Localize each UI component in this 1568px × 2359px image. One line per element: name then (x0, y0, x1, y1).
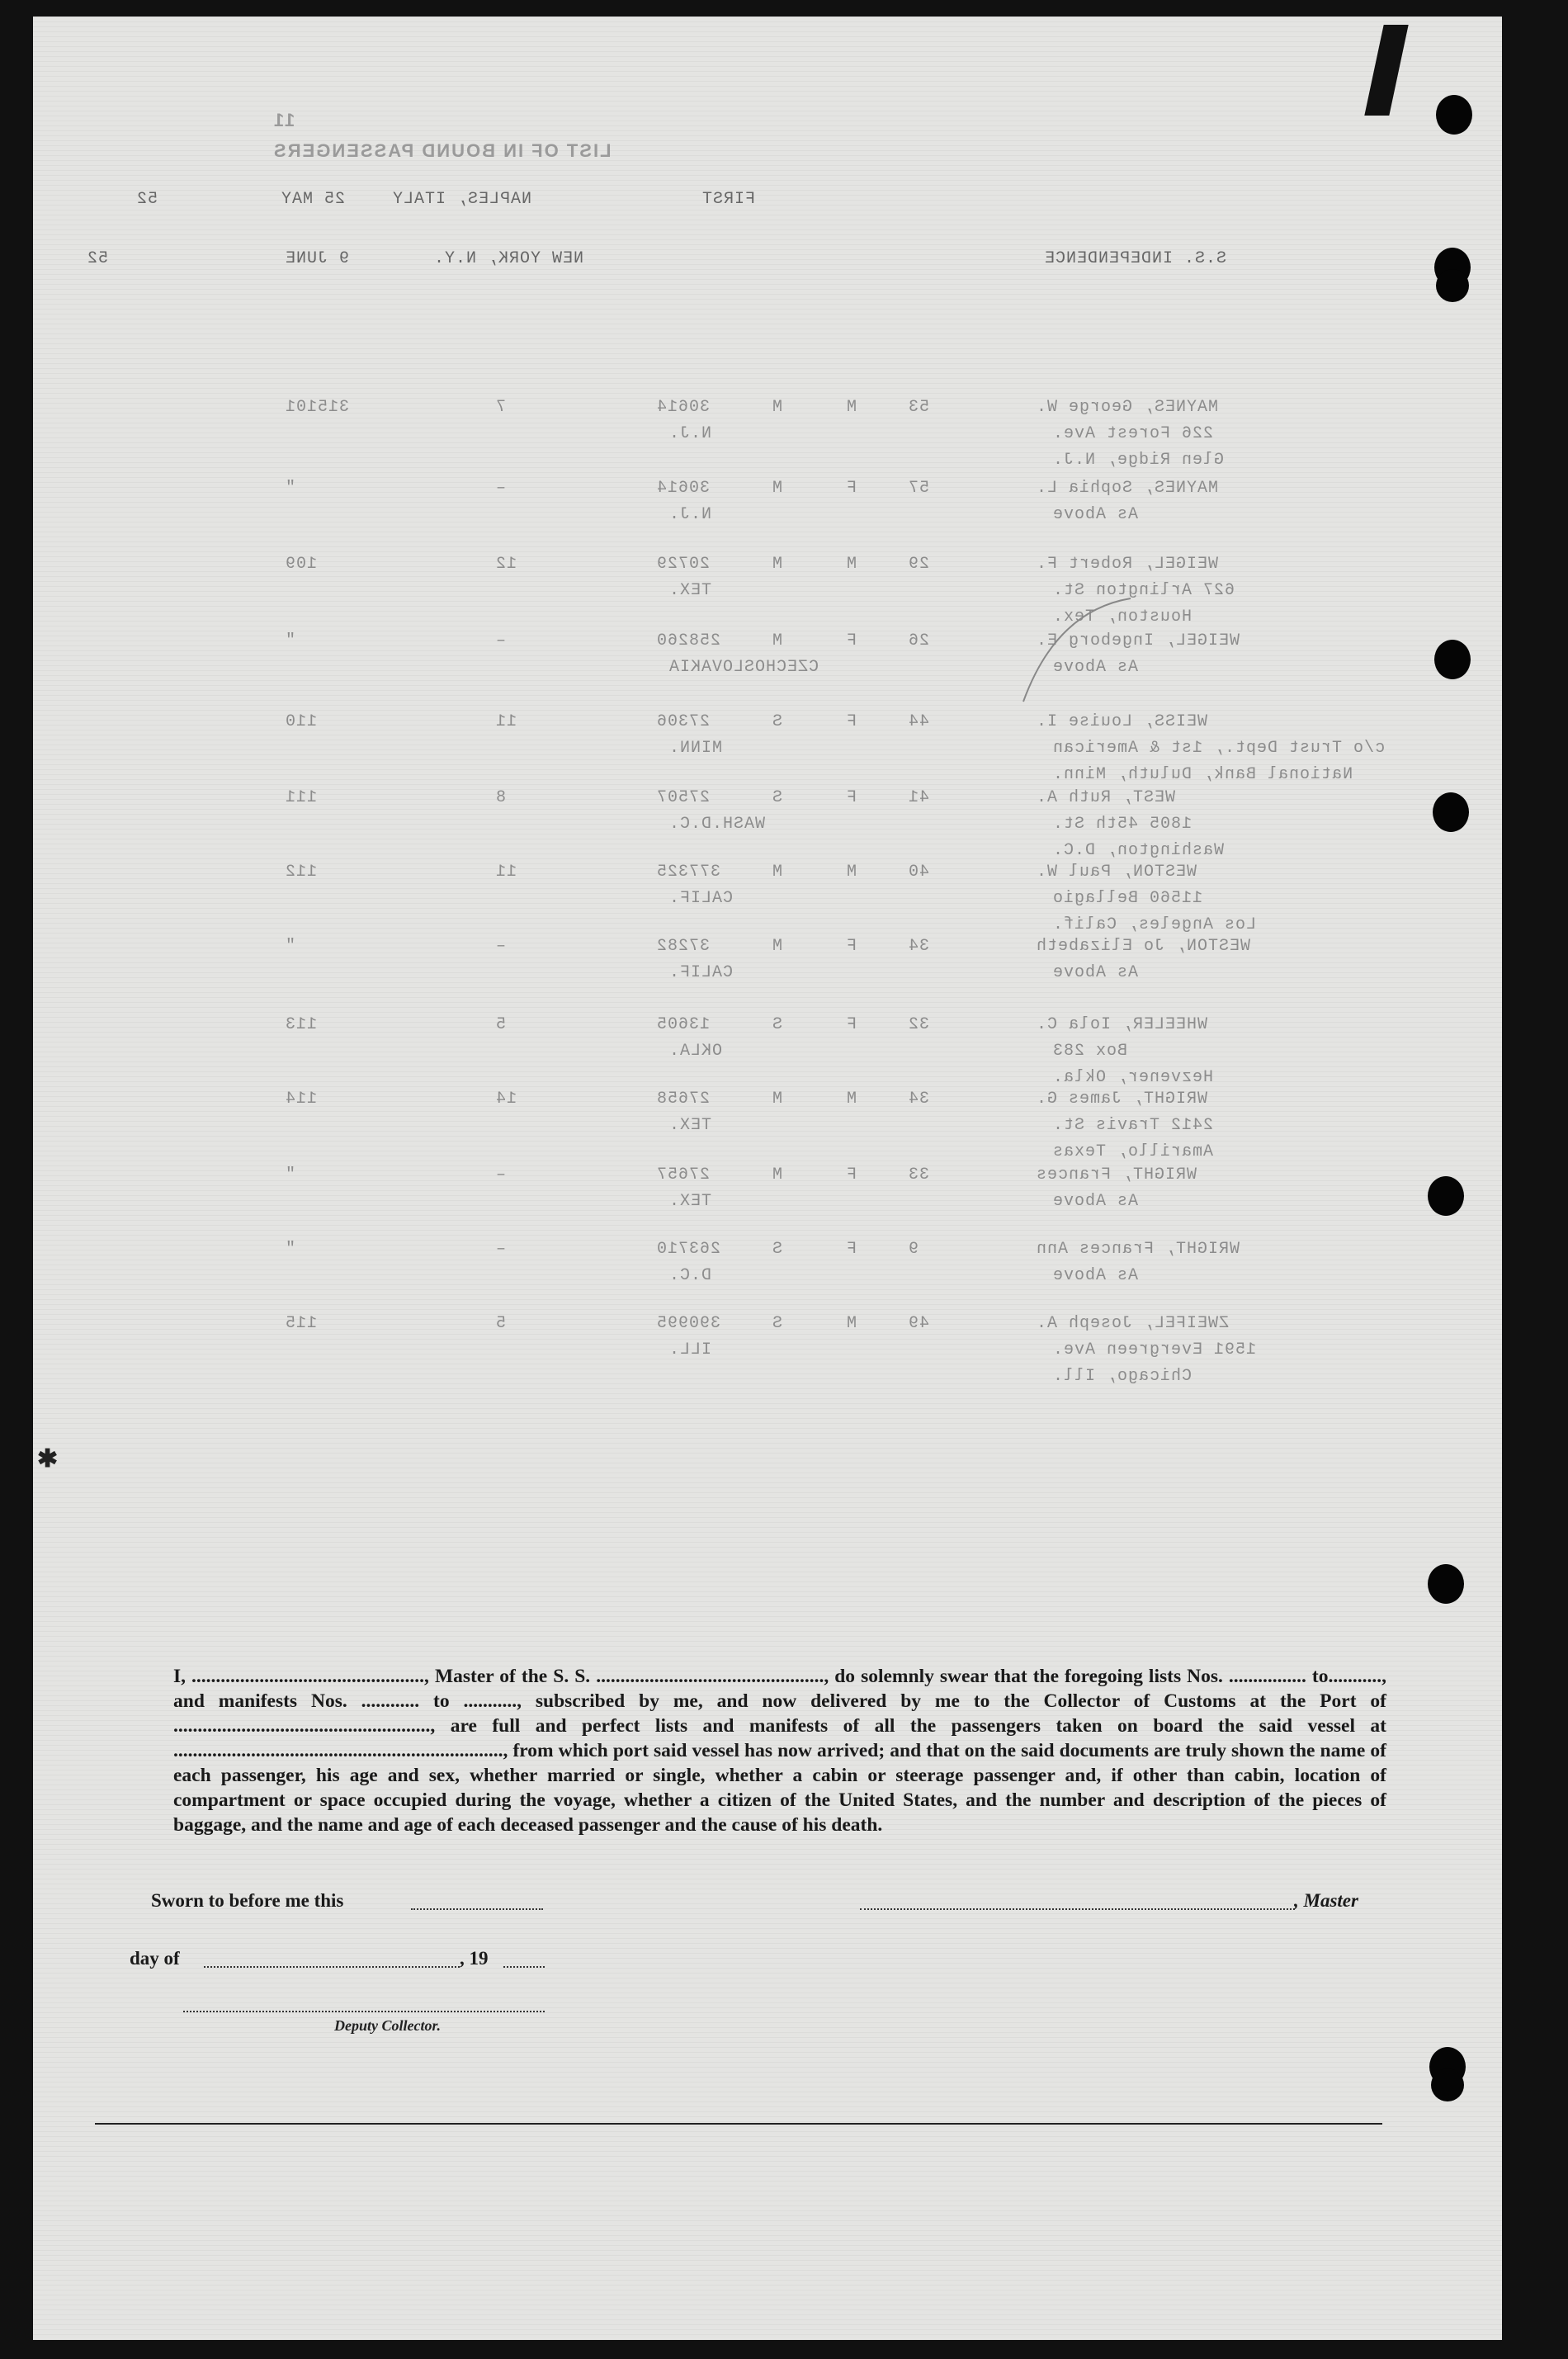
bleed-name: MAYNES, George W. (1036, 398, 1219, 417)
bleed-age: 34 (908, 1090, 930, 1109)
bleed-addr1: 2412 Travis St. (1052, 1116, 1214, 1135)
binder-hole (1428, 1176, 1464, 1216)
bleed-arrive-port: NEW YORK, N.Y. (433, 249, 584, 268)
bleed-pcs: 11 (495, 863, 517, 882)
bleed-no: " (285, 1165, 296, 1184)
bleed-pcs: – (495, 631, 507, 650)
bleed-pcs: 7 (495, 398, 507, 417)
bleed-arrive-date: 9 JUNE (285, 249, 350, 268)
bleed-pcs: 5 (495, 1015, 507, 1034)
bleed-sex: M (846, 555, 857, 574)
bottom-rule (95, 2123, 1382, 2125)
bleed-ship-name: S.S. INDEPENDENCE (1044, 249, 1227, 268)
bleed-sex: F (846, 1240, 857, 1259)
bleed-name: WESTON, Paul W. (1036, 863, 1197, 882)
year-line (503, 1966, 545, 1968)
bleed-st: TEX. (668, 581, 712, 600)
bleed-ms: S (772, 788, 783, 807)
bleed-addr1: As Above (1052, 963, 1139, 982)
bleed-sex: F (846, 631, 857, 650)
bleed-no: 109 (285, 555, 318, 574)
year-label: , 19 (460, 1948, 489, 1969)
bleed-addr1: c/o Trust Dept., 1st & American (1052, 739, 1386, 758)
bleed-addr2: National Bank, Duluth, Minn. (1052, 765, 1353, 784)
pencil-curve (1007, 594, 1139, 710)
bleed-age: 32 (908, 1015, 930, 1034)
bleed-no: 115 (285, 1314, 318, 1333)
bleed-st: CZECHOSLOVAKIA (668, 658, 819, 677)
day-of-label: day of (130, 1948, 180, 1969)
deputy-collector-label: Deputy Collector. (334, 2017, 441, 2034)
day-of-line (204, 1966, 460, 1968)
bleed-depart-year: 52 (136, 190, 158, 209)
bleed-age: 34 (908, 937, 930, 956)
master-label: , Master (1294, 1890, 1358, 1911)
bleed-addr2: Hezvener, Okla. (1052, 1068, 1214, 1087)
ink-smudge: ✱ (37, 1445, 59, 1473)
bleed-ms: M (772, 555, 783, 574)
bleed-addr1: 1591 Evergreen Ave. (1052, 1340, 1257, 1359)
binder-hole (1433, 792, 1469, 832)
bleed-age: 49 (908, 1314, 930, 1333)
bleed-age: 33 (908, 1165, 930, 1184)
bleed-arrive-year: 52 (87, 249, 109, 268)
sworn-date-line (411, 1908, 543, 1910)
bleed-no: " (285, 937, 296, 956)
bleed-st: ILL. (668, 1340, 712, 1359)
bleed-name: WEIGEL, Robert F. (1036, 555, 1219, 574)
bleed-no: 111 (285, 788, 318, 807)
bleed-pp: 258260 (656, 631, 721, 650)
bleed-pcs: 5 (495, 1314, 507, 1333)
bleed-age: 40 (908, 863, 930, 882)
bleed-addr2: Houston, Tex. (1052, 607, 1193, 626)
bleed-st: N.J. (668, 424, 712, 443)
bleed-name: WESTON, Jo Elizabeth (1036, 937, 1251, 956)
bleed-age: 53 (908, 398, 930, 417)
bleed-ms: S (772, 1015, 783, 1034)
bleed-sex: F (846, 937, 857, 956)
bleed-age: 57 (908, 479, 930, 498)
bleed-sex: F (846, 1165, 857, 1184)
bleed-sex: F (846, 1015, 857, 1034)
bleed-addr1: As Above (1052, 505, 1139, 524)
bleed-pcs: 12 (495, 555, 517, 574)
bleed-no: " (285, 631, 296, 650)
bleed-addr1: 627 Arlington St. (1052, 581, 1235, 600)
bleed-depart-date: 25 MAY (281, 190, 346, 209)
bleed-st: N.J. (668, 505, 712, 524)
corner-mark (1364, 25, 1408, 116)
bleed-addr1: As Above (1052, 658, 1139, 677)
bleed-name: WRIGHT, James G. (1036, 1090, 1208, 1109)
bleed-st: CALIF. (668, 889, 734, 908)
master-signature-line (860, 1908, 1295, 1910)
bleed-no: 110 (285, 712, 318, 731)
bleed-addr1: As Above (1052, 1266, 1139, 1285)
bleed-addr1: 226 Forest Ave. (1052, 424, 1214, 443)
manifest-page (33, 17, 1502, 2340)
bleed-pcs: 8 (495, 788, 507, 807)
bleed-pp: 37282 (656, 937, 711, 956)
bleed-pp: 263710 (656, 1240, 721, 1259)
bleed-addr2: Washington, D.C. (1052, 841, 1225, 860)
sworn-label: Sworn to before me this (151, 1890, 344, 1911)
binder-hole (1434, 248, 1471, 287)
bleed-ms: M (772, 1165, 783, 1184)
binder-hole (1434, 640, 1471, 679)
bleed-st: WASH.D.C. (668, 815, 766, 834)
bleed-age: 41 (908, 788, 930, 807)
bleed-name: WEST, Ruth A. (1036, 788, 1176, 807)
binder-hole (1436, 95, 1472, 135)
bleed-pcs: – (495, 937, 507, 956)
master-oath (173, 1664, 1386, 1837)
bleed-no: 112 (285, 863, 318, 882)
bleed-addr2: Los Angeles, Calif. (1052, 915, 1257, 934)
bleed-sex: F (846, 712, 857, 731)
bleed-list-title: LIST OF IN BOUND PASSENGERS (272, 140, 612, 161)
bleed-pp: 20729 (656, 555, 711, 574)
bleed-addr2: Amarillo, Texas (1052, 1142, 1214, 1161)
bleed-sex: F (846, 479, 857, 498)
bleed-class: FIRST (701, 190, 756, 209)
bleed-from-port: NAPLES, ITALY (392, 190, 532, 209)
bleed-no: 113 (285, 1015, 318, 1034)
bleed-list-number: 11 (272, 110, 295, 130)
bleed-st: OKLA. (668, 1042, 723, 1061)
bleed-st: MINN. (668, 739, 723, 758)
bleed-st: TEX. (668, 1116, 712, 1135)
bleed-ms: M (772, 1090, 783, 1109)
bleed-st: TEX. (668, 1192, 712, 1211)
bleed-pcs: 11 (495, 712, 517, 731)
deputy-signature-line (183, 2011, 545, 2012)
bleed-ms: S (772, 1314, 783, 1333)
bleed-pcs: – (495, 479, 507, 498)
binder-hole (1429, 2047, 1466, 2087)
bleed-addr1: As Above (1052, 1192, 1139, 1211)
bleed-sex: M (846, 1314, 857, 1333)
bleed-addr2: Chicago, Ill. (1052, 1367, 1193, 1386)
bleed-addr1: 11560 Bellagio (1052, 889, 1203, 908)
bleed-sex: M (846, 398, 857, 417)
binder-hole (1428, 1564, 1464, 1604)
bleed-addr1: Box 283 (1052, 1042, 1128, 1061)
bleed-pp: 27657 (656, 1165, 711, 1184)
bleed-ms: M (772, 398, 783, 417)
bleed-ms: M (772, 863, 783, 882)
bleed-age: 29 (908, 555, 930, 574)
bleed-sex: F (846, 788, 857, 807)
bleed-no: 114 (285, 1090, 318, 1109)
bleed-pcs: – (495, 1240, 507, 1259)
oath-text: I, ................................................, Master of the S. S. ..............................................., do solemnly swear that the foregoing lists Nos. ................ to..........., and manifests Nos. ............ to ..........., subscribed by me, and now delivered by me to the Collector of Customs at the Port of ....................................................., are full and perfect lists and manifests of all the passengers taken on board the said vessel at ...................................................................., from which port said vessel has now arrived; and that on the said documents are truly shown the name of each passenger, his age and sex, whether married or single, whether a cabin or steerage passenger and, if other than cabin, location of compartment or space occupied during the voyage, whether a citizen of the United States, and the number and description of the pieces of baggage, and the name and age of each deceased passenger and the cause of his death. (173, 1666, 1386, 1836)
bleed-ms: M (772, 631, 783, 650)
bleed-ms: M (772, 937, 783, 956)
bleed-age: 44 (908, 712, 930, 731)
bleed-pp: 27306 (656, 712, 711, 731)
bleed-pcs: – (495, 1165, 507, 1184)
bleed-pp: 30614 (656, 479, 711, 498)
bleed-name: WHEELER, Iola C. (1036, 1015, 1208, 1034)
bleed-pp: 27658 (656, 1090, 711, 1109)
bleed-addr2: Glen Ridge, N.J. (1052, 451, 1225, 470)
bleed-pp: 27507 (656, 788, 711, 807)
bleed-sex: M (846, 1090, 857, 1109)
bleed-pp: 30614 (656, 398, 711, 417)
bleed-sex: M (846, 863, 857, 882)
bleed-age: 9 (908, 1240, 919, 1259)
bleed-addr1: 1805 45th St. (1052, 815, 1193, 834)
bleed-name: MAYNES, Sophia L. (1036, 479, 1219, 498)
bleed-age: 26 (908, 631, 930, 650)
bleed-pp: 377325 (656, 863, 721, 882)
bleed-no: 315101 (285, 398, 350, 417)
bleed-ms: S (772, 712, 783, 731)
bleed-st: CALIF. (668, 963, 734, 982)
bleed-name: WEIGEL, Ingeborg E. (1036, 631, 1240, 650)
bleed-pp: 390995 (656, 1314, 721, 1333)
bleed-ms: S (772, 1240, 783, 1259)
bleed-no: " (285, 479, 296, 498)
bleed-name: WRIGHT, Frances (1036, 1165, 1197, 1184)
bleed-st: D.C. (668, 1266, 712, 1285)
bleed-ms: M (772, 479, 783, 498)
bleed-name: ZWEIFEL, Joseph A. (1036, 1314, 1230, 1333)
bleed-name: WRIGHT, Frances Ann (1036, 1240, 1240, 1259)
bleed-name: WEISS, Louise I. (1036, 712, 1208, 731)
bleed-pp: 13605 (656, 1015, 711, 1034)
bleed-pcs: 14 (495, 1090, 517, 1109)
bleed-no: " (285, 1240, 296, 1259)
